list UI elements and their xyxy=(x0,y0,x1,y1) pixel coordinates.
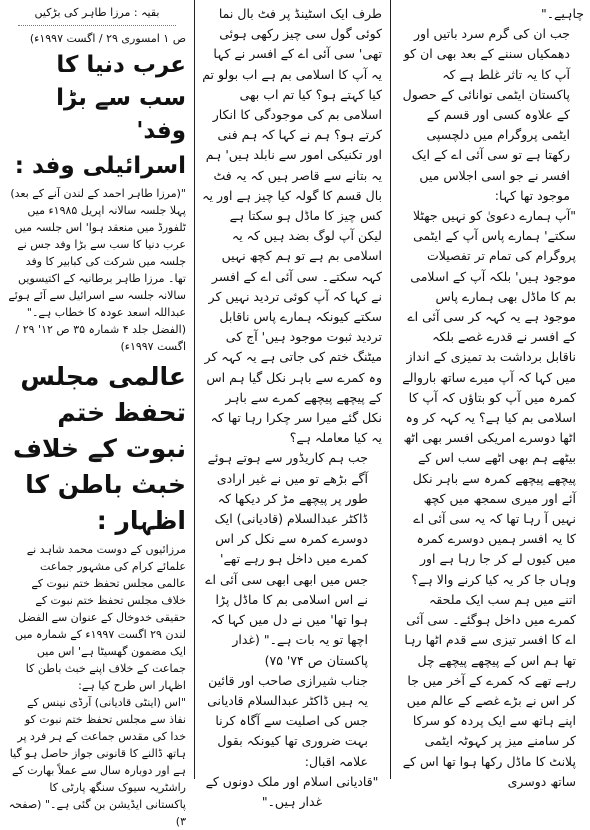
right-column xyxy=(392,0,588,789)
column-divider xyxy=(194,0,195,779)
separator xyxy=(18,25,176,26)
paragraph: مرزائیوں کے دوست محمد شاہد نے علمائے کرام کی مشہور جماعت عالمی مجلس تحفظ ختم نبوت کے خلاف مجلس تحفظ ختم نبوت کے حقیقی خدوخال کے عنوان سے الفضل لندن ۲۹ اگست ۱۹۹۷ء کے شمارہ میں ایک مضمون گھسیٹا ہے' اس میں جماعت کے خلاف اپنے خبث باطن کا اظہار اس طرح کیا ہے: xyxy=(14,543,186,692)
headline: عرب دنیا کا سب سے بڑا وفد' xyxy=(56,52,186,144)
middle-column xyxy=(198,0,388,809)
headline: عالمی مجلس تحفظ ختم نبوت کے خلاف خبث باطن کا اظہار : xyxy=(12,362,186,535)
paragraph: طرف ایک اسٹینڈ پر فٹ بال نما کوئی گول سی چیز رکھی ہوئی تھی' سی آئی اے کے افسر نے کہا یہ آپ کا اسلامی بم ہے اب بولو تم کیا کہتے ہو؟ کیا تم اب بھی اسلامی بم کی موجودگی کا انکار کرتے ہو؟ ہم نے کہا کہ ہم فنی اور تکنیکی امور سے نابلد ہیں' ہم یہ بتانے سے قاصر ہیں کہ یہ فٹ بال قسم کا گولہ کیا چیز ہے اور یہ کس چیز کا ماڈل ہو سکتا ہے لیکن آپ لوگ بضد ہیں کہ یہ اسلامی بم ہے تو ہم کچھ نہیں کہہ سکتے۔ سی آئی اے کے افسر نے کہا کہ آپ کوئی تردید نہیں کر سکتے کیونکہ ہمارے پاس ناقابل تردید ثبوت موجود ہیں' آج کی میٹنگ ختم کی جاتی ہے یہ کہہ کر وہ کمرے سے باہر نکل گیا ہم اس کے پیچھے پیچھے کمرے سے باہر نکل گئے میرا سر چکرا رہا تھا کہ یہ کیا معاملہ ہے؟ xyxy=(202,6,382,446)
reference-line: ص ۱ امسوری ۲۹ / اگست ۱۹۹۷ء) xyxy=(29,32,186,45)
verse: "قادیانی اسلام اور ملک دونوں کے غدار ہیں۔" xyxy=(205,773,379,809)
continued-label: بقیہ : مرزا طاہر کی بڑکیں xyxy=(34,6,160,19)
paragraph: جب ہم کاریڈور سے ہوتے ہوئے آگے بڑھے تو میں نے غیر ارادی طور پر پیچھے مڑ کر دیکھا کہ ڈاکٹر عبدالسلام (قادیانی) ایک دوسرے کمرہ سے نکل کر اس کمرے میں داخل ہو رہے تھے' جس میں ابھی ابھی سی آئی اے نے اس اسلامی بم کا ماڈل پڑا ہوا تھا' میں نے دل میں کہا کہ اچھا تو یہ بات ہے۔" (غدار پاکستان ص ۷۴' ۷۵) xyxy=(205,450,368,668)
top-line: چاہیے۔" xyxy=(540,6,584,21)
paragraph: پہلا جلسہ سالانہ اپریل ۱۹۸۵ء میں ٹلفورڈ میں منعقد ہوا' اس جلسہ میں عرب دنیا کا سب سے بڑا وفد جس نے جلسہ میں شرکت کی کبابیر کا وفد تھا۔ مرزا طاہر برطانیہ کے اکتیسویں سالانہ جلسہ سے اسرائیل سے آئے ہوئے عبداللہ اسعد عودہ کا خطاب ہے۔" (الفضل جلد ۴ شمارہ ۳۵ ص ۱۲' ۲۹ / اگست ۱۹۹۷ء) xyxy=(8,204,186,353)
quoted-passage: "آپ ہمارے دعویٰ کو نہیں جھٹلا سکتے' ہمارے پاس آپ کے ایٹمی پروگرام کی تمام تر تفصیلات موجود ہیں' بلکہ آپ کے اسلامی بم کا ماڈل بھی ہمارے پاس موجود ہے یہ کہہ کر سی آئی اے کے افسر نے قدرے غصے بلکہ ناقابل برداشت بد تمیزی کے انداز میں کہا کہ آپ میرے ساتھ باروالے کمرہ میں آپ کو بتاؤں کہ آپ کا اسلامی بم کیا ہے؟ یہ کہہ کر وہ اٹھا دوسرے امریکی افسر بھی اٹھ بیٹھے ہم بھی اٹھے سب اس کے پیچھے پیچھے کمرہ سے باہر نکل آئے اور میری سمجھ میں کچھ نہیں آ رہا تھا کہ یہ سی آئی اے کا یہ افسر ہمیں دوسرے کمرہ میں کیوں لے کر جا رہا ہے اور وہاں جا کر یہ کیا کرنے والا ہے؟ اتنے میں ہم سب ایک ملحقہ کمرے میں داخل ہوگئے۔ سی آئی اے کا افسر تیزی سے قدم اٹھا رہا تھا ہم اس کے پیچھے پیچھے چل رہے تھے کہ کمرے کے آخر میں جا کر اس نے بڑے غصے کے عالم میں اپنے ہاتھ سے ایک پردہ کو سرکا کر سامنے میز پر کہوٹہ ایٹمی پلانٹ کا ماڈل رکھا ہوا تھا اس کے ساتھ دوسری xyxy=(402,208,576,789)
subheading: "(مرزا طاہر احمد کے لندن آنے کے بعد) xyxy=(10,187,186,200)
paragraph: جناب شیرازی صاحب اور قائین یہ ہیں ڈاکٹر عبدالسلام قادیانی جس کی اصلیت سے آگاہ کرنا بہت ضروری تھا کیونکہ بقول علامہ اقبال: xyxy=(207,672,368,769)
paragraph: "اس (اینٹی قادیانی) آرڈی نینس کے نفاذ سے مجلس تحفظ ختم نبوت کو خدا کی مقدس جماعت کے ہر فرد پر ہاتھ ڈالنے کا قانونی جواز حاصل ہو گیا ہے اور دوبارہ سال سے عملاً بھارت کے راشٹریہ سیوک سنگھ پارٹی کا پاکستانی ایڈیشن بن گئی ہے۔" (صفحہ ۳) xyxy=(8,696,186,828)
left-column xyxy=(4,0,192,828)
paragraph: جب ان کی گرم سرد باتیں اور دھمکیاں سننے کے بعد بھی ان کو آپ کا یہ تاثر غلط ہے کہ پاکستان ایٹمی توانائی کے حصول کے علاوہ کسی اور قسم کے ایٹمی پروگرام میں دلچسپی رکھتا ہے تو سی آئی اے کے ایک افسر نے جو اسی اجلاس میں موجود تھا کہا: xyxy=(402,26,570,203)
column-divider xyxy=(390,0,391,779)
headline: اسرائیلی وفد : xyxy=(14,153,186,179)
